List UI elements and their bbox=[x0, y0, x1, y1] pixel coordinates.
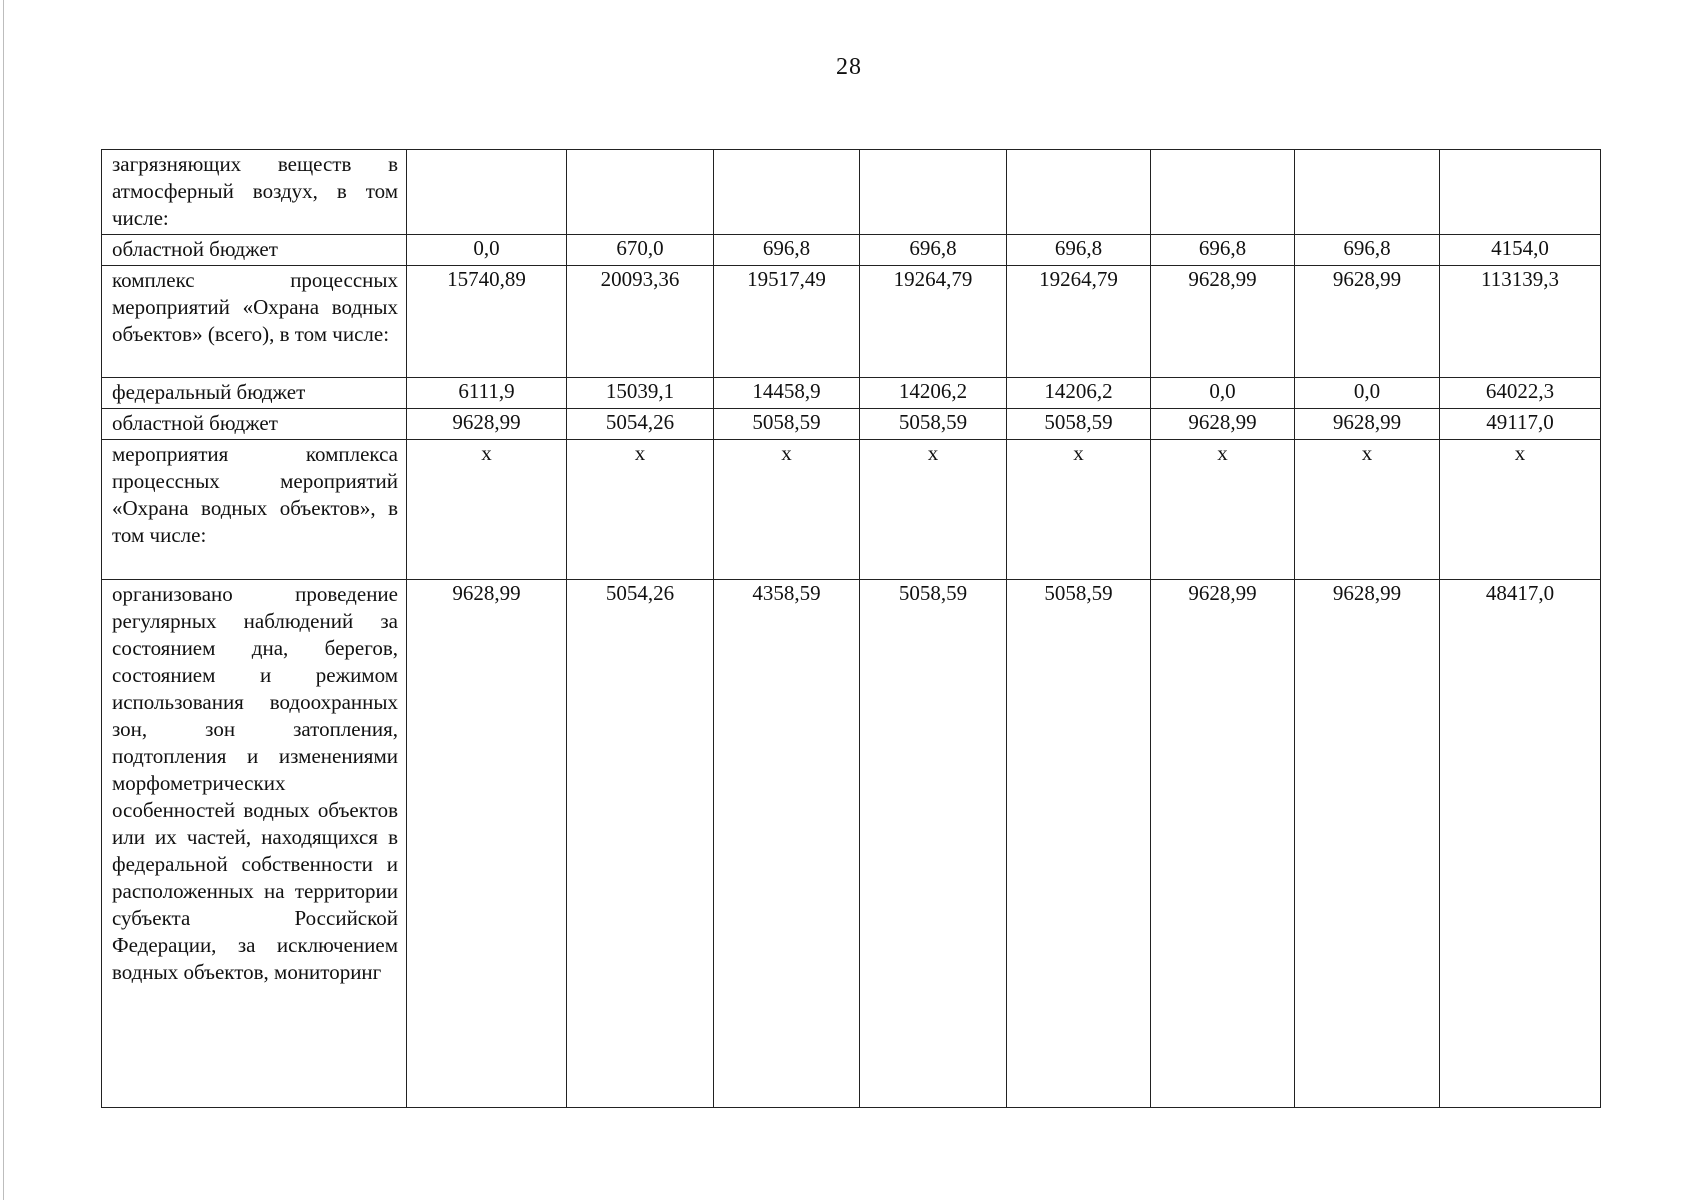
table-cell: 6111,9 bbox=[407, 378, 567, 409]
table-cell: 696,8 bbox=[860, 235, 1007, 266]
table-row bbox=[102, 266, 1601, 378]
table-cell: 5058,59 bbox=[714, 409, 860, 440]
table-cell bbox=[1440, 150, 1601, 235]
table-cell bbox=[860, 150, 1007, 235]
table-cell: 696,8 bbox=[1295, 235, 1440, 266]
table-cell: 14206,2 bbox=[860, 378, 1007, 409]
table-cell bbox=[1151, 150, 1295, 235]
table-cell: х bbox=[1440, 440, 1601, 580]
table-cell: 4358,59 bbox=[714, 580, 860, 1108]
table-cell: 48417,0 bbox=[1440, 580, 1601, 1108]
table-cell: х bbox=[1151, 440, 1295, 580]
budget-table bbox=[101, 149, 1601, 1108]
table-row bbox=[102, 150, 1601, 235]
table-cell: 19517,49 bbox=[714, 266, 860, 378]
table-cell: 9628,99 bbox=[407, 580, 567, 1108]
table-cell: 0,0 bbox=[407, 235, 567, 266]
table-cell: 9628,99 bbox=[1151, 580, 1295, 1108]
row-label: областной бюджет bbox=[102, 235, 407, 266]
table-cell: 14458,9 bbox=[714, 378, 860, 409]
page-number: 28 bbox=[836, 54, 862, 80]
table-cell bbox=[407, 150, 567, 235]
table-row bbox=[102, 235, 1601, 266]
table-cell: 9628,99 bbox=[407, 409, 567, 440]
table-row bbox=[102, 378, 1601, 409]
table-cell: 49117,0 bbox=[1440, 409, 1601, 440]
table-cell: 9628,99 bbox=[1295, 409, 1440, 440]
table-cell bbox=[714, 150, 860, 235]
table-cell: х bbox=[860, 440, 1007, 580]
table-row bbox=[102, 580, 1601, 1108]
table-cell: 64022,3 bbox=[1440, 378, 1601, 409]
page-left-edge bbox=[3, 0, 4, 1200]
table-cell: 19264,79 bbox=[860, 266, 1007, 378]
table-cell: 9628,99 bbox=[1151, 266, 1295, 378]
table-cell: 15740,89 bbox=[407, 266, 567, 378]
table-cell: 5058,59 bbox=[1007, 409, 1151, 440]
table-cell: х bbox=[567, 440, 714, 580]
row-label: комплекс процессных мероприятий «Охрана водных объектов» (всего), в том числе: bbox=[102, 266, 407, 378]
table-cell: 14206,2 bbox=[1007, 378, 1151, 409]
row-label: организовано проведение регулярных наблюдений за состоянием дна, берегов, состоянием и режимом использования водоохранных зон, зон затопления, подтопления и изменениями морфометрических особенностей водных объектов или их частей, находящихся в федеральной собственности и расположенных на территории субъекта Российской Федерации, за исключением водных объектов, мониторинг bbox=[102, 580, 407, 1108]
row-label: областной бюджет bbox=[102, 409, 407, 440]
table-cell: 670,0 bbox=[567, 235, 714, 266]
table-cell: х bbox=[1007, 440, 1151, 580]
table-cell: 9628,99 bbox=[1295, 266, 1440, 378]
table-cell: 696,8 bbox=[714, 235, 860, 266]
table-cell: 5058,59 bbox=[860, 580, 1007, 1108]
table-cell: 9628,99 bbox=[1151, 409, 1295, 440]
table-cell: х bbox=[407, 440, 567, 580]
table-cell: 5054,26 bbox=[567, 409, 714, 440]
row-label: федеральный бюджет bbox=[102, 378, 407, 409]
table-cell: 5058,59 bbox=[860, 409, 1007, 440]
table-cell: 0,0 bbox=[1151, 378, 1295, 409]
row-label: мероприятия комплекса процессных мероприятий «Охрана водных объектов», в том числе: bbox=[102, 440, 407, 580]
table-cell: х bbox=[714, 440, 860, 580]
table-row bbox=[102, 409, 1601, 440]
table-row bbox=[102, 440, 1601, 580]
table-cell: 15039,1 bbox=[567, 378, 714, 409]
table-cell: 0,0 bbox=[1295, 378, 1440, 409]
table-cell: 696,8 bbox=[1007, 235, 1151, 266]
row-label: загрязняющих веществ в атмосферный воздух, в том числе: bbox=[102, 150, 407, 235]
table-cell: 696,8 bbox=[1151, 235, 1295, 266]
table-cell: 4154,0 bbox=[1440, 235, 1601, 266]
table-cell bbox=[1007, 150, 1151, 235]
table-cell: х bbox=[1295, 440, 1440, 580]
table-cell: 20093,36 bbox=[567, 266, 714, 378]
table-cell: 5054,26 bbox=[567, 580, 714, 1108]
table-cell: 19264,79 bbox=[1007, 266, 1151, 378]
table-cell bbox=[567, 150, 714, 235]
table-cell: 5058,59 bbox=[1007, 580, 1151, 1108]
table-cell: 113139,3 bbox=[1440, 266, 1601, 378]
table-cell bbox=[1295, 150, 1440, 235]
table-cell: 9628,99 bbox=[1295, 580, 1440, 1108]
